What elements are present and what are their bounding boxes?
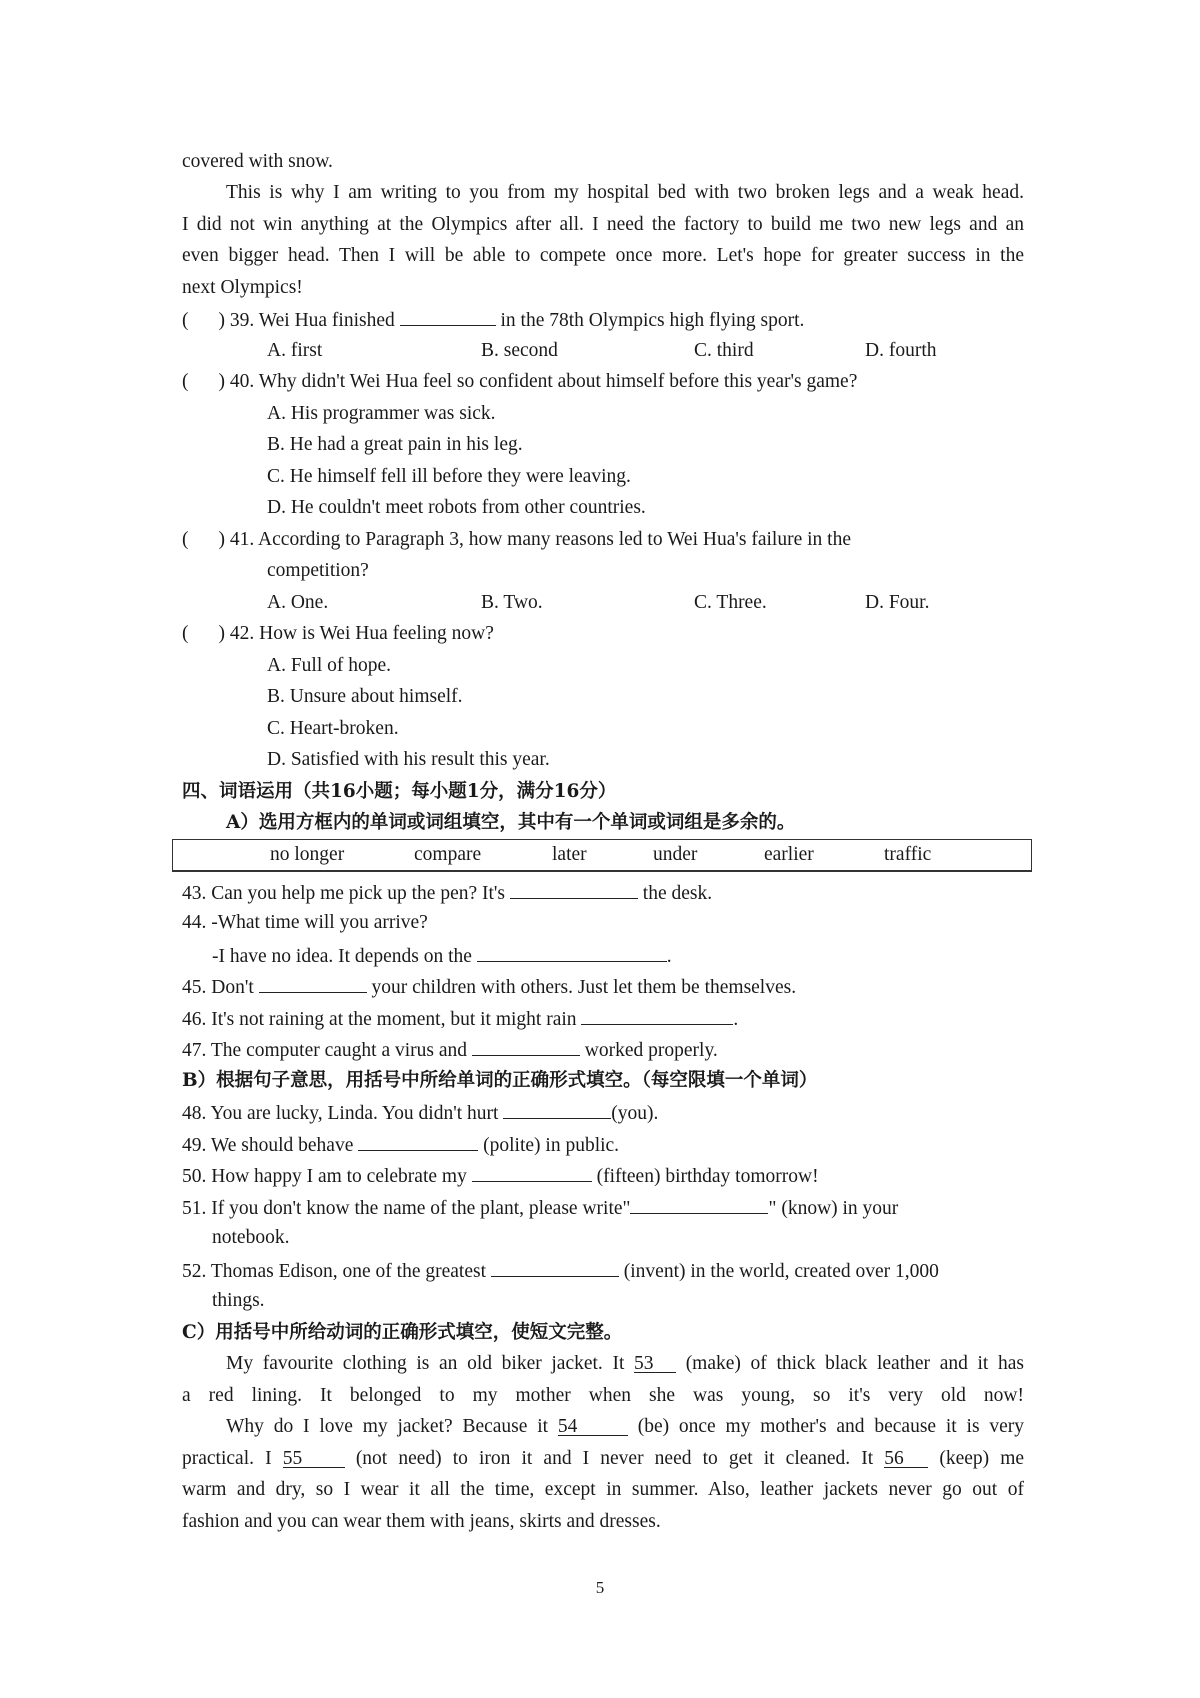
question-45: 45. Don't your children with others. Just let them be themselves. [182, 974, 796, 1000]
answer-blank[interactable] [400, 307, 496, 326]
answer-paren-open: ( [182, 529, 189, 550]
question-40 [182, 370, 857, 394]
passage-c-line: practical. I 55 (not need) to iron it and I never need to get it cleaned. It 56 (keep) me [182, 1448, 1025, 1469]
question-52: 52. Thomas Edison, one of the greatest (invent) in the world, created over 1,000 [182, 1258, 939, 1284]
option-b: B. Unsure about himself. [267, 686, 463, 707]
answer-blank[interactable] [259, 974, 367, 993]
answer-paren-open: ( [182, 623, 189, 644]
answer-blank[interactable] [477, 943, 667, 962]
answer-blank[interactable] [358, 1132, 478, 1151]
blank-53[interactable]: 53 [634, 1354, 676, 1373]
question-stem: 42. How is Wei Hua feeling now? [229, 623, 494, 644]
question-49: 49. We should behave (polite) in public. [182, 1132, 619, 1158]
question-43: 43. Can you help me pick up the pen? It's the desk. [182, 880, 712, 906]
question-51-cont: notebook. [212, 1227, 290, 1248]
answer-paren-open: ( [182, 371, 189, 392]
word-bank-item: earlier [764, 844, 814, 865]
word-bank-item: under [653, 844, 698, 865]
option-c: C. third [694, 340, 754, 361]
part-c-instruction: C）用括号中所给动词的正确形式填空，使短文完整。 [182, 1322, 623, 1343]
part-a-instruction: A）选用方框内的单词或词组填空，其中有一个单词或词组是多余的。 [226, 812, 796, 833]
word-bank-item: traffic [884, 844, 932, 865]
part-b-instruction: B）根据句子意思，用括号中所给单词的正确形式填空。（每空限填一个单词） [182, 1070, 818, 1091]
question-stem: in the 78th Olympics high flying sport. [500, 310, 805, 331]
option-b: B. Two. [481, 592, 543, 613]
option-c: C. Heart-broken. [267, 718, 399, 739]
page-number: 5 [595, 1578, 605, 1597]
option-a: A. Full of hope. [267, 655, 392, 676]
option-d: D. fourth [865, 340, 937, 361]
answer-blank[interactable] [581, 1006, 733, 1025]
question-stem: 40. Why didn't Wei Hua feel so confident about himself before this year's game? [229, 371, 858, 392]
question-52-cont: things. [212, 1290, 265, 1311]
answer-paren-close: ) [218, 529, 225, 550]
passage-c-line: My favourite clothing is an old biker jacket. It 53 (make) of thick black leather and it has [226, 1353, 1024, 1374]
passage-line: even bigger head. Then I will be able to compete once more. Let's hope for greater success in the [182, 245, 1024, 266]
question-44-reply: -I have no idea. It depends on the . [212, 943, 672, 969]
question-41 [182, 528, 851, 552]
answer-blank[interactable] [503, 1100, 611, 1119]
passage-c-line: a red lining. It belonged to my mother when she was young, so it's very old now! [182, 1385, 1024, 1406]
passage-line: next Olympics! [182, 277, 303, 298]
option-a: A. One. [267, 592, 329, 613]
option-c: C. He himself fell ill before they were leaving. [267, 466, 631, 487]
passage-c-line: warm and dry, so I wear it all the time, except in summer. Also, leather jackets never go out of [182, 1479, 1024, 1500]
option-d: D. Four. [865, 592, 930, 613]
answer-blank[interactable] [491, 1258, 619, 1277]
answer-paren-close: ) [218, 310, 225, 331]
question-48: 48. You are lucky, Linda. You didn't hurt (you). [182, 1100, 658, 1126]
answer-paren-open: ( [182, 310, 189, 331]
word-bank-item: later [552, 844, 587, 865]
word-bank-item: compare [414, 844, 482, 865]
option-a: A. first [267, 340, 323, 361]
answer-paren-close: ) [218, 371, 225, 392]
question-47: 47. The computer caught a virus and worked properly. [182, 1037, 718, 1063]
question-39 [182, 307, 804, 333]
section-title: 四、词语运用（共16小题；每小题1分，满分16分） [182, 781, 617, 802]
passage-c-line: fashion and you can wear them with jeans, skirts and dresses. [182, 1511, 661, 1532]
question-stem: 41. According to Paragraph 3, how many reasons led to Wei Hua's failure in the [229, 529, 851, 550]
question-44: 44. -What time will you arrive? [182, 912, 428, 933]
passage-line: covered with snow. [182, 151, 333, 172]
passage-line: I did not win anything at the Olympics after all. I need the factory to build me two new legs and an [182, 214, 1024, 235]
option-b: B. He had a great pain in his leg. [267, 434, 523, 455]
question-51: 51. If you don't know the name of the plant, please write" " (know) in your [182, 1195, 898, 1221]
passage-line: This is why I am writing to you from my hospital bed with two broken legs and a weak head. [226, 182, 1024, 203]
answer-paren-close: ) [218, 623, 225, 644]
word-bank-item: no longer [270, 844, 345, 865]
answer-blank[interactable] [472, 1037, 580, 1056]
question-46: 46. It's not raining at the moment, but it might rain . [182, 1006, 738, 1032]
option-d: D. He couldn't meet robots from other countries. [267, 497, 646, 518]
answer-blank[interactable] [472, 1163, 592, 1182]
answer-blank[interactable] [510, 880, 638, 899]
blank-55[interactable]: 55 [283, 1449, 345, 1468]
option-a: A. His programmer was sick. [267, 403, 496, 424]
question-42 [182, 622, 494, 646]
question-50: 50. How happy I am to celebrate my (fifteen) birthday tomorrow! [182, 1163, 819, 1189]
option-d: D. Satisfied with his result this year. [267, 749, 550, 770]
blank-56[interactable]: 56 [884, 1449, 928, 1468]
passage-c-line: Why do I love my jacket? Because it 54 (be) once my mother's and because it is very [226, 1416, 1024, 1437]
blank-54[interactable]: 54 [558, 1417, 628, 1436]
question-stem: 39. Wei Hua finished [229, 310, 395, 331]
answer-blank[interactable] [630, 1195, 768, 1214]
question-stem-cont: competition? [267, 560, 369, 581]
option-c: C. Three. [694, 592, 767, 613]
option-b: B. second [481, 340, 558, 361]
